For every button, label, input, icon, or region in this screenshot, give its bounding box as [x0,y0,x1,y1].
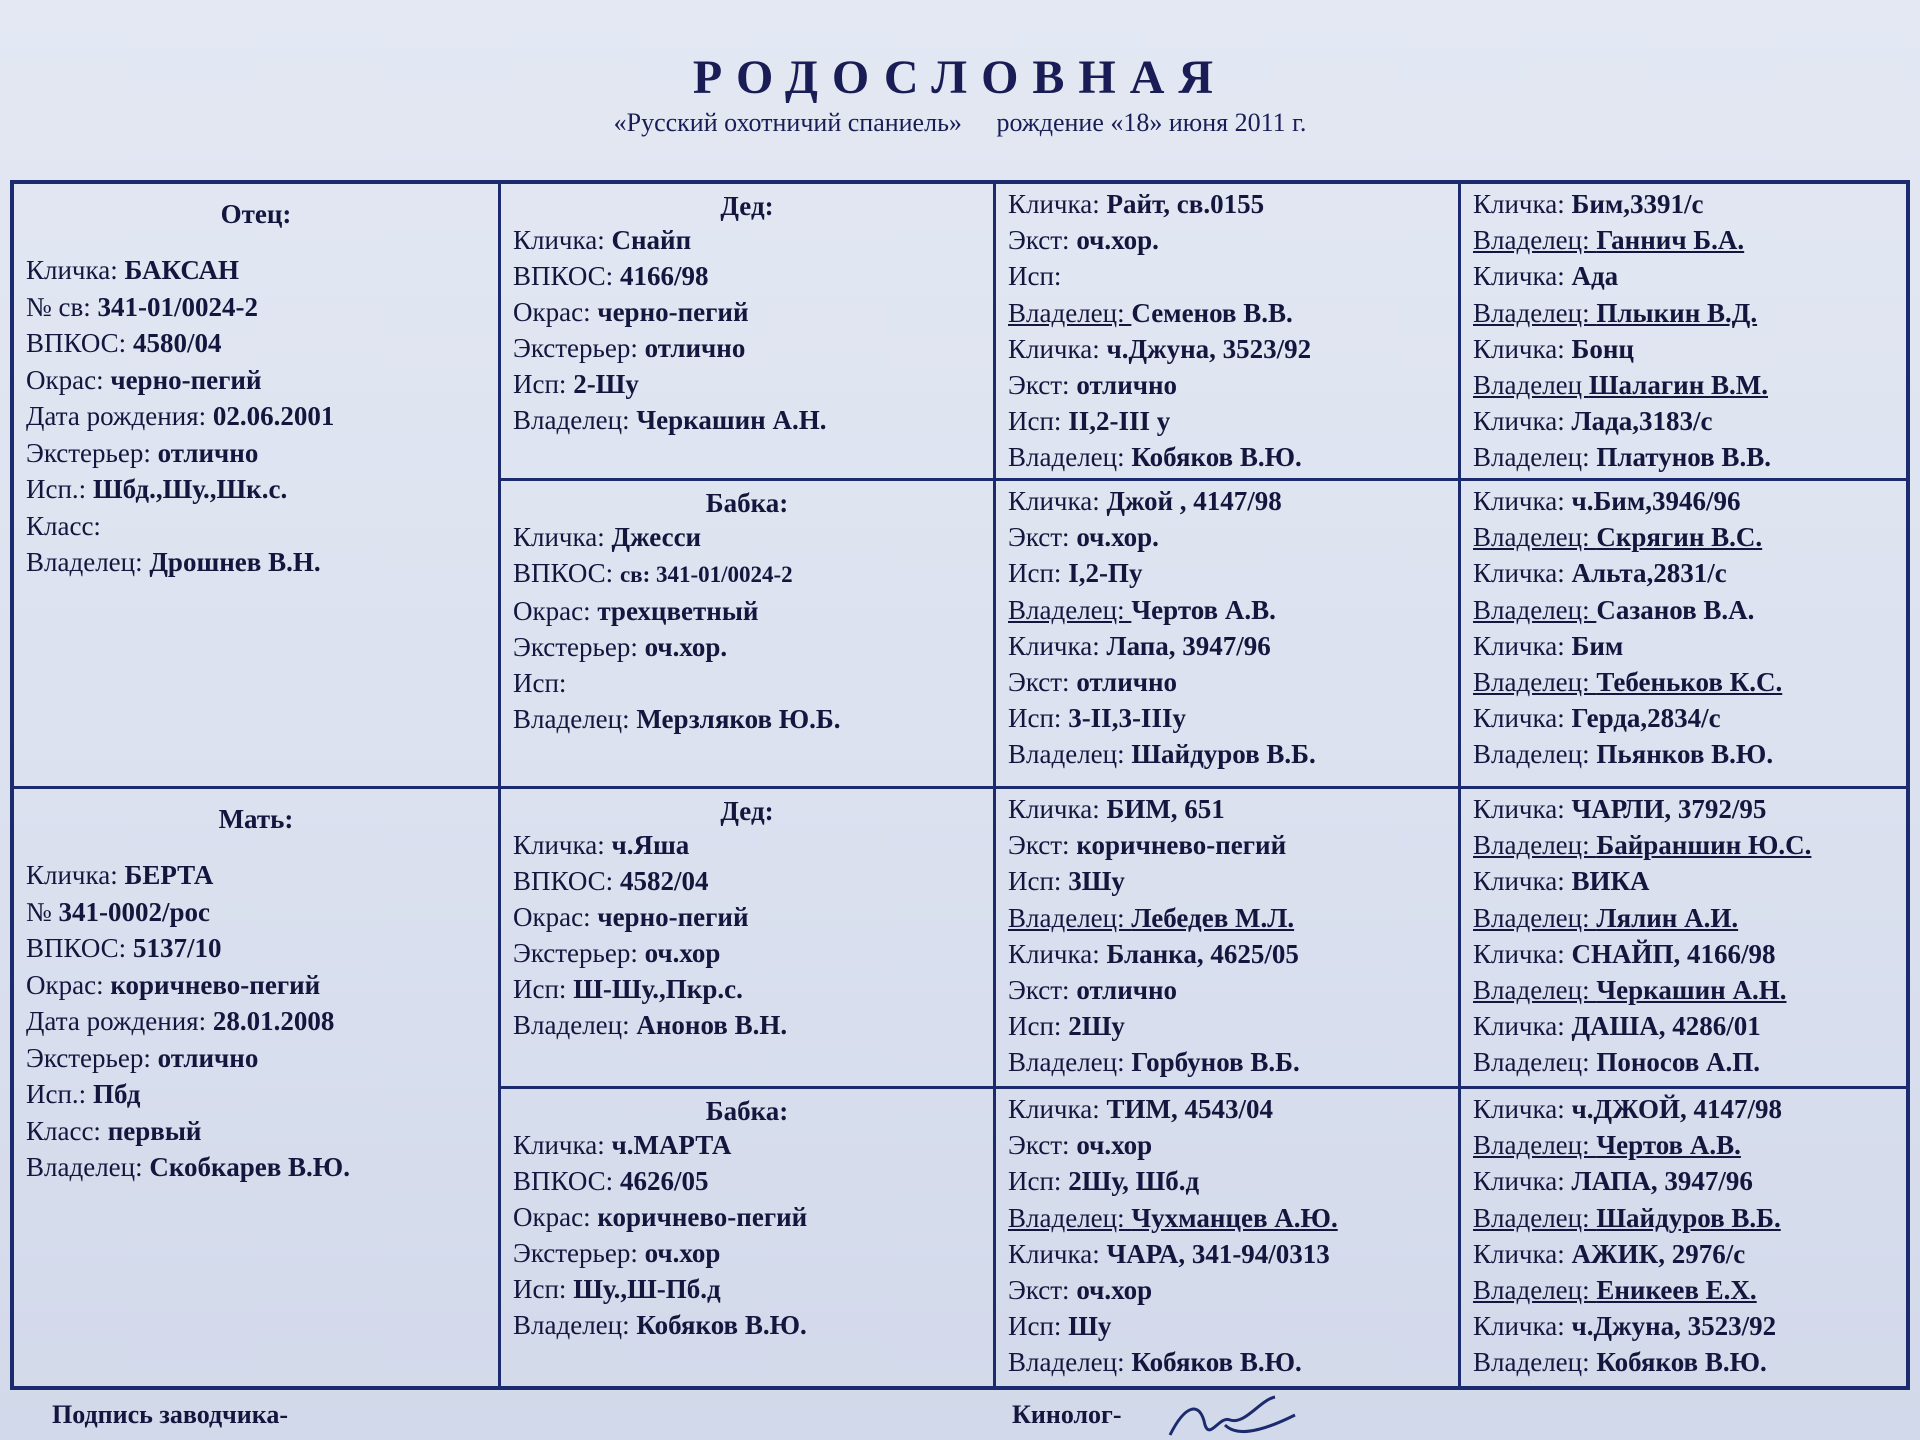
ancestor-row: Владелец: Байраншин Ю.С. [1473,830,1812,861]
ancestor-row: Кличка: ВИКА [1473,866,1650,897]
father-rows [26,252,486,581]
ancestor-row: Кличка: Лада,3183/с [1473,406,1713,437]
mother-row: Класс: первый [26,1115,202,1146]
grandparent-row: Владелец: Кобяков В.Ю. [513,1310,807,1340]
ancestor-row: Кличка: Альта,2831/с [1473,558,1727,589]
grandparent-row: Владелец: Анонов В.Н. [513,1010,788,1040]
ancestor-row: Кличка: Джой , 4147/98 [1008,486,1282,516]
ancestor-row: Кличка: ч.Джуна, 3523/92 [1473,1311,1777,1342]
ancestor-row: Владелец: Чухманцев А.Ю. [1008,1202,1338,1233]
ancestor-row: Экст: коричнево-пегий [1008,830,1287,861]
ancestor-row: Владелец: Чертов А.В. [1008,594,1276,625]
ancestor-row: Экст: отлично [1008,370,1178,401]
great-grandparent-cell [996,184,1461,481]
mother-row: ВПКОС: 5137/10 [26,933,222,963]
mother-row: Владелец: Скобкарев В.Ю. [26,1152,350,1182]
ancestor-row: Экст: отлично [1008,667,1178,698]
father-row: Дата рождения: 02.06.2001 [26,401,335,431]
ancestor-row: Исп: [1008,261,1062,292]
father-cell [14,184,501,789]
grandparent-row: Окрас: коричнево-пегий [513,1202,808,1232]
great-grandparent-cell [996,789,1461,1089]
ancestor-row: Владелец: Кобяков В.Ю. [1473,1347,1767,1378]
ancestor-row: Исп: 3Шу [1008,866,1125,897]
ancestor-row: Экст: отлично [1008,975,1178,1006]
ancestor-row: Владелец: Ганнич Б.А. [1473,225,1745,256]
ancestor-row: Владелец Шалагин В.М. [1473,370,1769,401]
grandparent-row: Экстерьер: оч.хор [513,1238,721,1268]
g3-cell [1461,184,1906,481]
ancestor-row: Владелец: Платунов В.В. [1473,442,1771,473]
father-row: Экстерьер: отлично [26,437,259,468]
mother-row: Исп.: Пбд [26,1079,141,1109]
ancestor-row: Владелец: Кобяков В.Ю. [1008,1347,1302,1378]
ancestor-row: Исп: Шу [1008,1311,1112,1342]
ancestor-row: Экст: оч.хор [1008,1130,1153,1161]
ancestor-row: Кличка: Ада [1473,261,1619,292]
ancestor-row: Кличка: Герда,2834/с [1473,703,1721,734]
ancestor-row: Кличка: ЧАРЛИ, 3792/95 [1473,794,1767,824]
page-title: РОДОСЛОВНАЯ [692,51,1228,104]
ancestor-row: Владелец: Поносов А.П. [1473,1047,1761,1078]
ancestor-row: Кличка: ТИМ, 4543/04 [1008,1094,1273,1124]
ancestor-row: Владелец: Скрягин В.С. [1473,522,1763,553]
grandparent-row: Кличка: Снайп [513,225,692,255]
mother-row: № 341-0002/рос [26,896,211,927]
ancestor-row: Кличка: Бим [1473,630,1624,661]
ancestor-row: Владелец: Лебедев М.Л. [1008,902,1295,933]
ancestor-row: Владелец: Семенов В.В. [1008,297,1293,328]
birth-date: рождение «18» июня 2011 г. [996,108,1307,137]
father-heading: Отец: [220,199,292,229]
grandparent-heading: Дед: [720,796,774,826]
grandparent-row: ВПКОС: св: 341-01/0024-2 [513,558,793,588]
ancestor-row: Владелец: Пьянков В.Ю. [1473,739,1774,770]
ancestor-row: Исп: 3-II,3-IIIу [1008,703,1186,734]
ancestor-row: Владелец: Шайдуров В.Б. [1473,1202,1781,1233]
ancestor-row: Владелец: Тебеньков К.С. [1473,667,1783,698]
ancestor-row: Кличка: ЧАРА, 341-94/0313 [1008,1238,1330,1269]
ancestor-row: Исп: 2Шу [1008,1011,1125,1042]
father-row: ВПКОС: 4580/04 [26,328,222,358]
mother-cell [14,789,501,1386]
father-row: Владелец: Дрошнев В.Н. [26,547,321,577]
g3-cell [1461,1089,1906,1386]
ancestor-row: Кличка: Райт, св.0155 [1008,189,1265,219]
great-grandparent-cell [996,481,1461,789]
ancestor-row: Кличка: Бланка, 4625/05 [1008,938,1299,969]
grandparent-row: Кличка: Джесси [513,522,702,552]
ancestor-row: Владелец: Лялин А.И. [1473,902,1739,933]
grandparent-row: Исп: Шу.,Ш-Пб.д [513,1274,721,1304]
breed-name: «Русский охотничий спаниель» [613,108,962,137]
ancestor-row: Кличка: ч.Джуна, 3523/92 [1008,333,1312,364]
grandparent-row: Экстерьер: оч.хор [513,938,721,968]
ancestor-row: Кличка: Бим,3391/с [1473,189,1704,219]
father-row: Кличка: БАКСАН [26,255,240,285]
grandparent-cell [501,184,996,481]
grandparent-row: Владелец: Мерзляков Ю.Б. [513,704,841,734]
grandparent-row: Экстерьер: оч.хор. [513,632,728,662]
father-row: Окрас: черно-пегий [26,364,262,395]
father-row: Исп.: Шбд.,Шу.,Шк.с. [26,474,288,504]
pedigree-table [10,180,1910,1390]
ancestor-row: Исп: II,2-III у [1008,406,1171,437]
ancestor-row: Экст: оч.хор. [1008,225,1159,256]
father-row: Класс: [26,510,101,541]
ancestor-row: Владелец: Горбунов В.Б. [1008,1047,1300,1078]
grandparent-row: Кличка: ч.МАРТА [513,1130,732,1160]
breeder-signature-label: Подпись заводчика- [52,1400,288,1429]
grandparent-row: Исп: 2-Шу [513,369,639,399]
grandparent-row: Владелец: Черкашин А.Н. [513,405,827,435]
grandparent-row: ВПКОС: 4582/04 [513,866,709,896]
mother-row: Окрас: коричнево-пегий [26,969,321,1000]
ancestor-row: Владелец: Еникеев Е.Х. [1473,1275,1757,1306]
ancestor-row: Кличка: АЖИК, 2976/с [1473,1238,1746,1269]
grandparent-row: ВПКОС: 4166/98 [513,261,709,291]
ancestor-row: Кличка: ДАША, 4286/01 [1473,1011,1761,1042]
ancestor-row: Экст: оч.хор. [1008,522,1159,553]
ancestor-row: Кличка: ч.Бим,3946/96 [1473,486,1741,516]
grandparent-row: Кличка: ч.Яша [513,830,690,860]
grandparent-heading: Бабка: [705,488,789,518]
grandparent-row: Окрас: черно-пегий [513,297,749,327]
cynologist-label: Кинолог- [1012,1400,1122,1429]
great-grandparent-cell [996,1089,1461,1386]
signature-scribble-icon [1165,1395,1305,1440]
ancestor-row: Экст: оч.хор [1008,1275,1153,1306]
ancestor-row: Кличка: БИМ, 651 [1008,794,1225,824]
g3-cell [1461,789,1906,1089]
ancestor-row: Владелец: Чертов А.В. [1473,1130,1741,1161]
ancestor-row: Исп: 2Шу, Шб.д [1008,1166,1200,1197]
father-row: № св: 341-01/0024-2 [26,291,258,322]
ancestor-row: Кличка: ЛАПА, 3947/96 [1473,1166,1753,1197]
grandparent-heading: Бабка: [705,1096,789,1126]
mother-row: Кличка: БЕРТА [26,860,214,890]
grandparent-row: Исп: Ш-Шу.,Пкр.с. [513,974,743,1004]
mother-rows [26,857,486,1186]
grandparent-heading: Дед: [720,191,774,221]
grandparent-row: Окрас: черно-пегий [513,902,749,932]
grandparent-row: Исп: [513,668,567,698]
ancestor-row: Исп: I,2-Пу [1008,558,1143,589]
ancestor-row: Кличка: Лапа, 3947/96 [1008,630,1271,661]
ancestor-row: Владелец: Шайдуров В.Б. [1008,739,1316,770]
subtitle [0,108,1920,138]
ancestor-row: Владелец: Сазанов В.А. [1473,594,1755,625]
mother-row: Дата рождения: 28.01.2008 [26,1006,335,1036]
ancestor-row: Кличка: ч.ДЖОЙ, 4147/98 [1473,1094,1783,1124]
grandparent-row: ВПКОС: 4626/05 [513,1166,709,1196]
grandparent-row: Окрас: трехцветный [513,596,759,626]
grandparent-cell [501,481,996,789]
grandparent-row: Экстерьер: отлично [513,333,746,363]
grandparent-cell [501,1089,996,1386]
mother-row: Экстерьер: отлично [26,1042,259,1073]
mother-heading: Мать: [218,804,294,834]
ancestor-row: Владелец: Кобяков В.Ю. [1008,442,1302,473]
ancestor-row: Кличка: СНАЙП, 4166/98 [1473,938,1776,969]
ancestor-row: Кличка: Бонц [1473,333,1634,364]
g3-cell [1461,481,1906,789]
grandparent-cell [501,789,996,1089]
ancestor-row: Владелец: Плыкин В.Д. [1473,297,1758,328]
ancestor-row: Владелец: Черкашин А.Н. [1473,975,1787,1006]
